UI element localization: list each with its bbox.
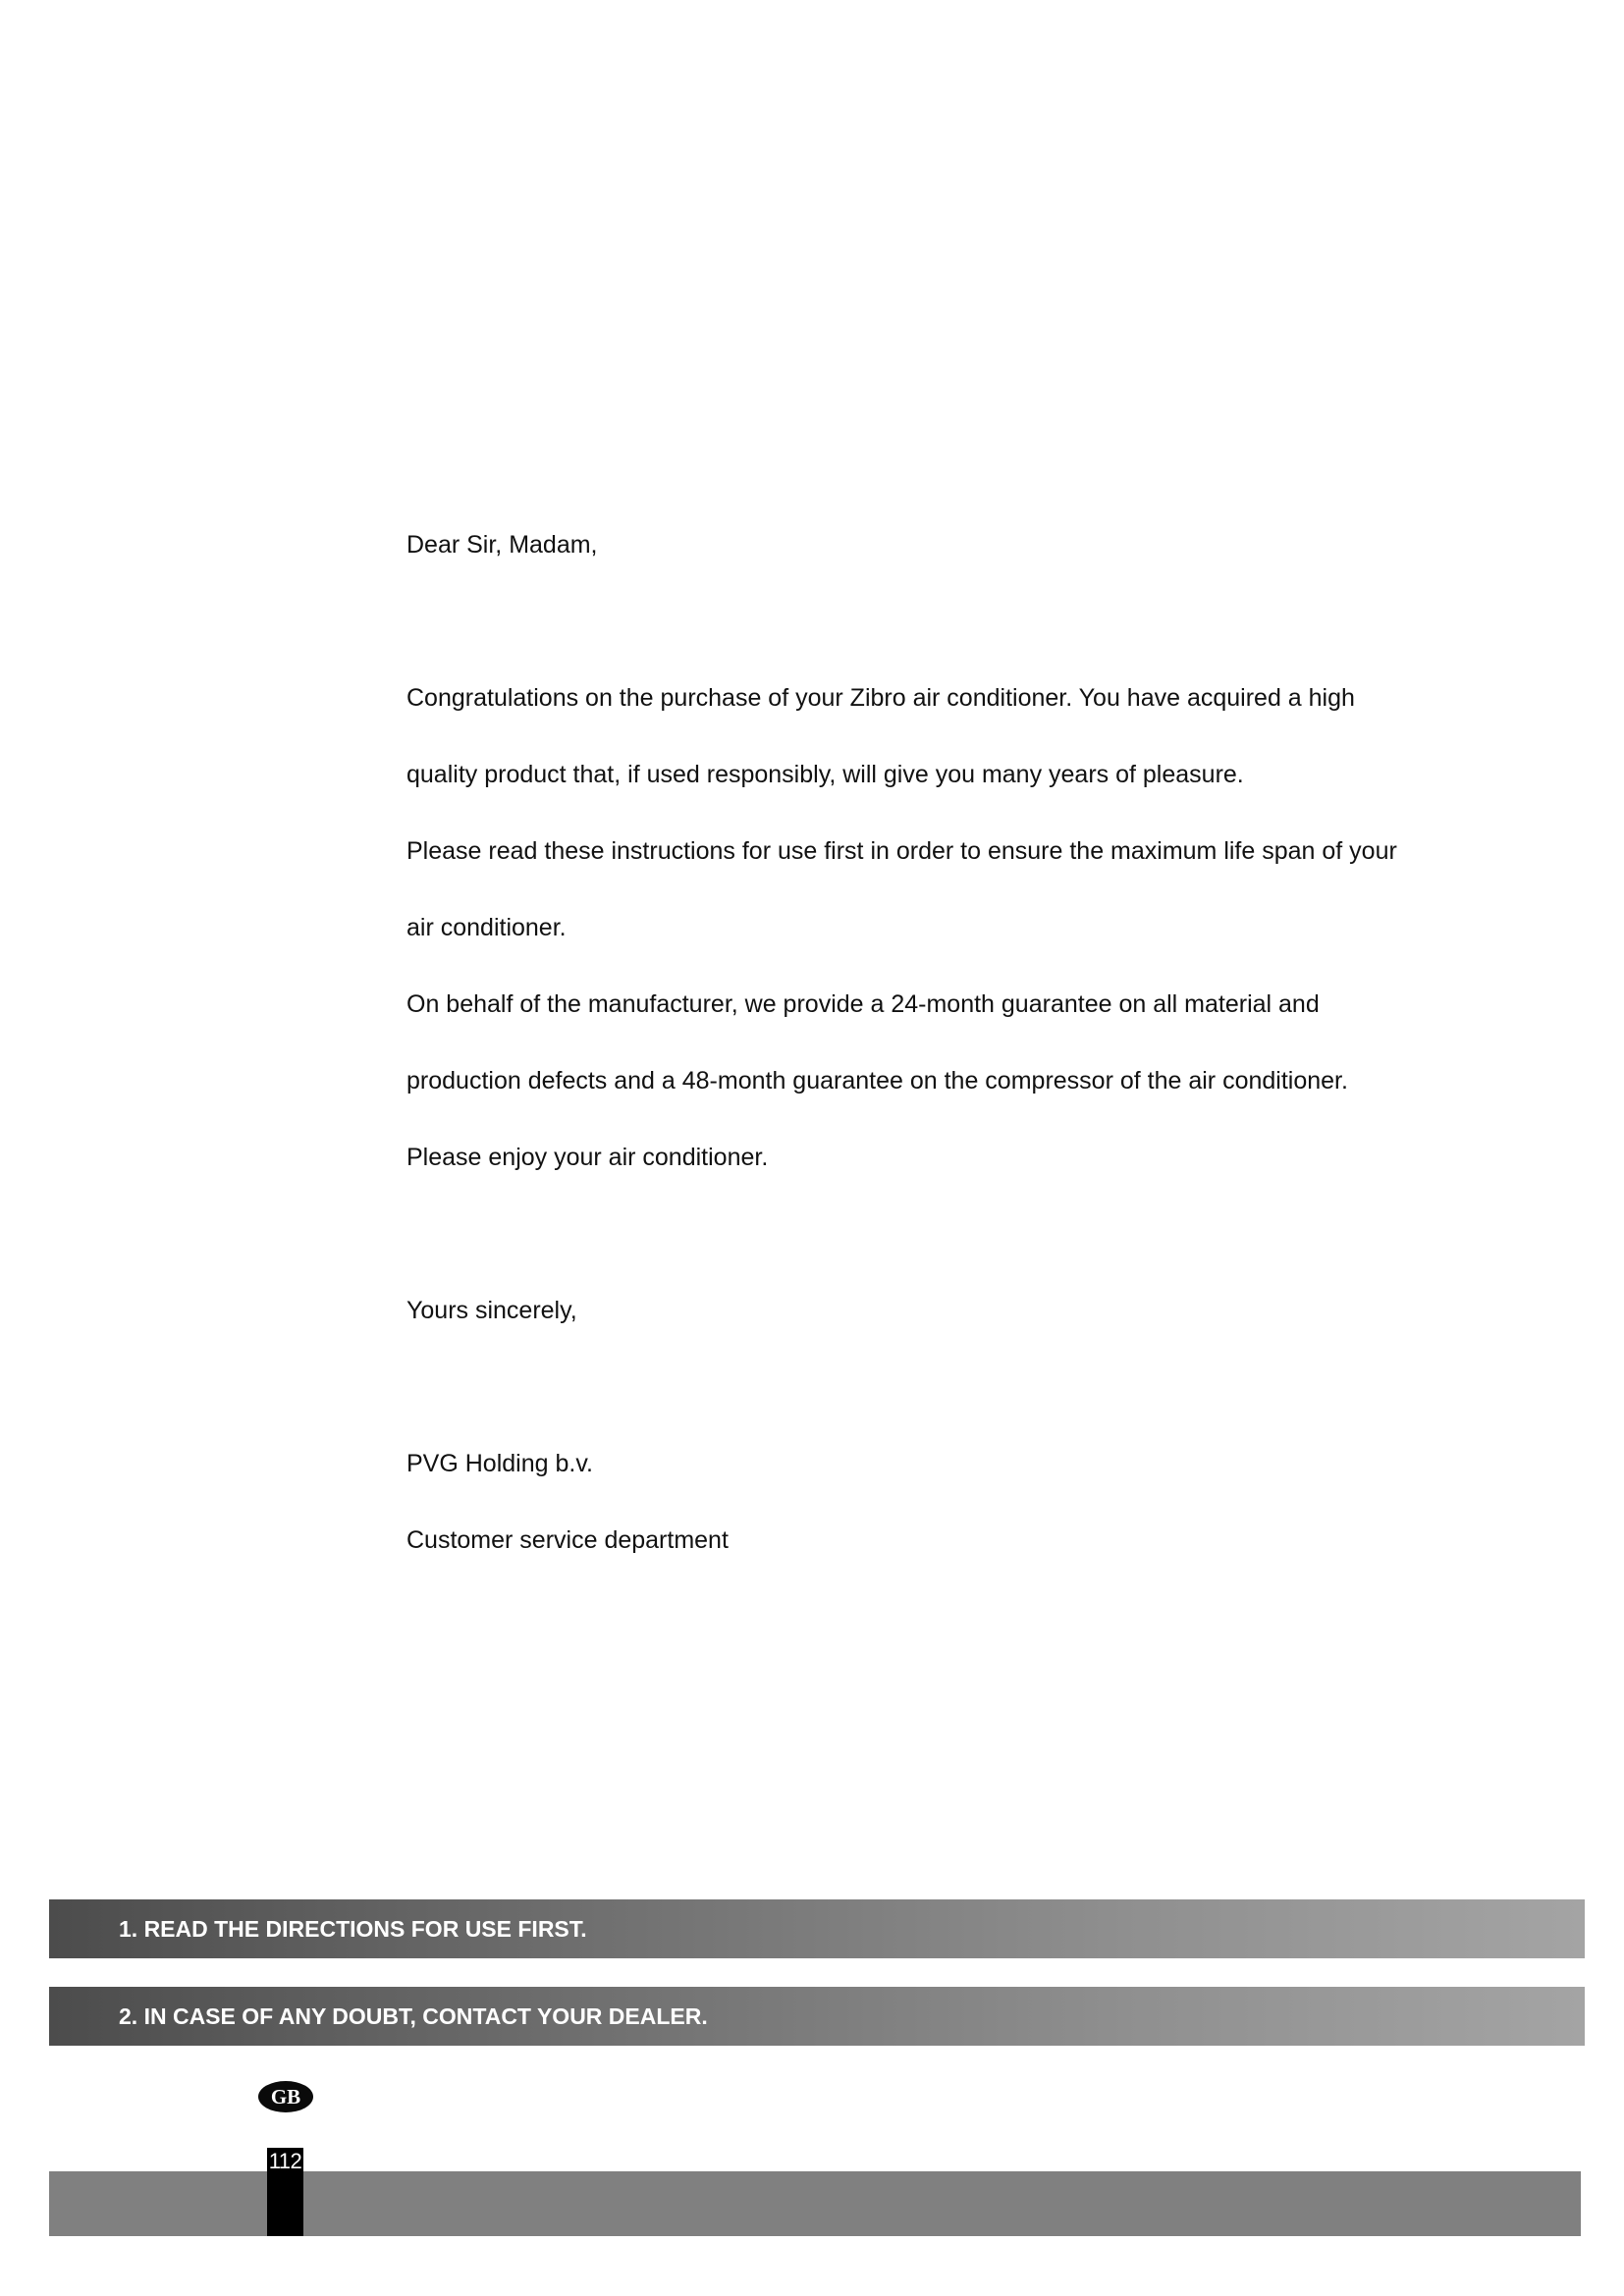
instruction-banner-read-directions: 1. READ THE DIRECTIONS FOR USE FIRST. [49, 1899, 1585, 1958]
closing: Yours sincerely, [406, 1297, 577, 1324]
salutation: Dear Sir, Madam, [406, 531, 598, 559]
body-line-2: quality product that, if used responsibly, will give you many years of pleasure. [406, 761, 1244, 788]
body-line-7: Please enjoy your air conditioner. [406, 1144, 769, 1171]
instruction-banner-contact-dealer: 2. IN CASE OF ANY DOUBT, CONTACT YOUR DEALER. [49, 1987, 1585, 2046]
body-line-5: On behalf of the manufacturer, we provide a 24-month guarantee on all material and [406, 990, 1320, 1018]
signature-department: Customer service department [406, 1526, 729, 1554]
signature-company: PVG Holding b.v. [406, 1450, 593, 1477]
body-line-4: air conditioner. [406, 914, 567, 941]
body-line-6: production defects and a 48-month guarantee on the compressor of the air conditioner. [406, 1067, 1348, 1095]
language-badge: GB [258, 2081, 313, 2112]
body-line-3: Please read these instructions for use first in order to ensure the maximum life span of your [406, 837, 1397, 865]
body-line-1: Congratulations on the purchase of your Zibro air conditioner. You have acquired a high [406, 684, 1355, 712]
page-number: 112 [268, 2149, 302, 2173]
